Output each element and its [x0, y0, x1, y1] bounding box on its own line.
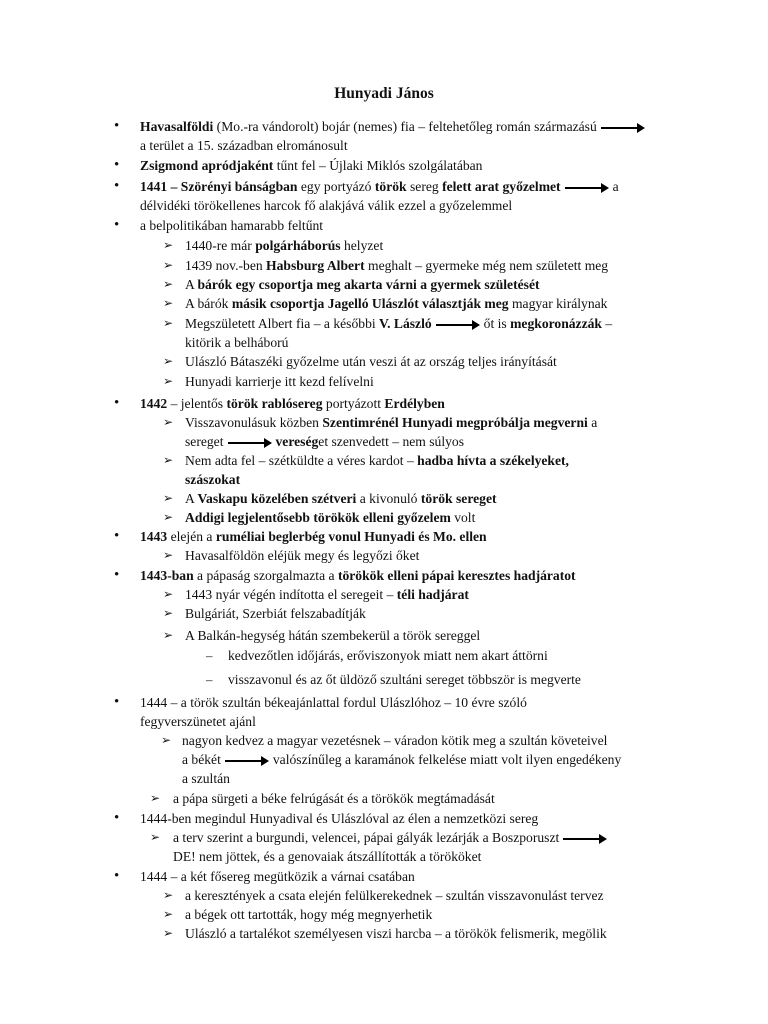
text-line: délvidéki törökellenes harcok fő alakjává válik ezzel a győzelemmel	[140, 198, 513, 213]
text-line: Nem adta fel – szétküldte a véres kardot – hadba hívta a székelyeket,	[185, 453, 569, 468]
arrowhead-marker: ➢	[163, 907, 174, 921]
text-line: fegyverszünetet ajánl	[140, 714, 256, 729]
text-line: 1443 nyár végén indította el seregeit – téli hadjárat	[185, 587, 469, 602]
bullet-marker: •	[114, 694, 120, 710]
page-title: Hunyadi János	[334, 85, 434, 102]
arrowhead-marker: ➢	[163, 510, 174, 524]
bullet-marker: •	[114, 157, 120, 173]
text-line: Havasalföldön eléjük megy és legyőzi őket	[185, 548, 420, 563]
text-line: visszavonul és az őt üldöző szultáni sereget többször is megverte	[228, 672, 581, 687]
text-line: szászokat	[185, 472, 241, 487]
text-line: 1443 elején a ruméliai beglerbég vonul Hunyadi és Mo. ellen	[140, 529, 487, 544]
text-line: Bulgáriát, Szerbiát felszabadítják	[185, 606, 366, 621]
text-line: DE! nem jöttek, és a genovaiak átszállították a törököket	[173, 849, 482, 864]
text-line: Ulászló Bátaszéki győzelme után veszi át az ország teljes irányítását	[185, 354, 557, 369]
text-line: kitörik a belháború	[185, 335, 289, 350]
text-line: 1444-ben megindul Hunyadival és Ulászlóval az élen a nemzetközi sereg	[140, 811, 539, 826]
text-line: 1443-ban a pápaság szorgalmazta a törökök elleni pápai keresztes hadjáratot	[140, 568, 576, 583]
text-line: nagyon kedvez a magyar vezetésnek – váradon kötik meg a szultán követeivel	[182, 733, 608, 748]
arrow-icon	[228, 438, 272, 448]
text-line: a bégek ott tartották, hogy még megnyerhetik	[185, 907, 433, 922]
bullet-marker: •	[114, 810, 120, 826]
text-line: Zsigmond apródjaként tűnt fel – Újlaki Miklós szolgálatában	[140, 158, 483, 173]
bullet-marker: •	[114, 217, 120, 233]
text-line: A bárók másik csoportja Jagelló Ulászlót választják meg magyar királynak	[185, 296, 608, 311]
text-line: a terv szerint a burgundi, velencei, pápai gályák lezárják a Boszporuszt	[173, 828, 611, 847]
arrowhead-marker: ➢	[163, 491, 174, 505]
arrowhead-marker: ➢	[163, 316, 174, 330]
text-line: a szultán	[182, 771, 230, 786]
text-line: A bárók egy csoportja meg akarta várni a gyermek születését	[185, 277, 540, 292]
arrowhead-marker: ➢	[163, 415, 174, 429]
bullet-marker: •	[114, 567, 120, 583]
arrowhead-marker: ➢	[163, 296, 174, 310]
text-line: 1441 – Szörényi bánságban egy portyázó török sereg felett arat győzelmet a	[140, 179, 619, 194]
text-line: a belpolitikában hamarabb feltűnt	[140, 218, 324, 233]
text-line: A Vaskapu közelében szétveri a kivonuló török sereget	[185, 491, 497, 506]
dash-marker: –	[206, 672, 213, 687]
arrowhead-marker: ➢	[163, 238, 174, 252]
bullet-marker: •	[114, 528, 120, 544]
text-line: a terület a 15. században elrománosult	[140, 138, 348, 153]
text-line: Havasalföldi (Mo.-ra vándorolt) bojár (nemes) fia – feltehetőleg román származású	[140, 117, 649, 136]
text-line: Addigi legjelentősebb törökök elleni győzelem volt	[185, 510, 476, 525]
text-line: 1444 – a két fősereg megütközik a várnai csatában	[140, 869, 415, 884]
text-line: 1444 – a török szultán békeajánlattal fordul Ulászlóhoz – 10 évre szóló	[140, 695, 527, 710]
arrow-icon	[225, 756, 269, 766]
arrowhead-marker: ➢	[163, 374, 174, 388]
text-line: 1440-re már polgárháborús helyzet	[185, 238, 384, 253]
text-line: A Balkán-hegység hátán szembekerül a török sereggel	[185, 628, 481, 643]
text-line: a pápa sürgeti a béke felrúgását és a törökök megtámadását	[173, 791, 495, 806]
arrowhead-marker: ➢	[163, 548, 174, 562]
arrow-icon	[565, 183, 609, 193]
text-line: a békét valószínűleg a karamánok felkelése miatt volt ilyen engedékeny	[182, 752, 622, 767]
bullet-marker: •	[114, 178, 120, 194]
arrowhead-marker: ➢	[150, 791, 161, 805]
arrowhead-marker: ➢	[163, 606, 174, 620]
text-line: 1442 – jelentős török rablósereg portyázott Erdélyben	[140, 396, 445, 411]
text-line: kedvezőtlen időjárás, erőviszonyok miatt nem akart áttörni	[228, 648, 548, 663]
arrowhead-marker: ➢	[163, 453, 174, 467]
arrowhead-marker: ➢	[150, 830, 161, 844]
arrowhead-marker: ➢	[163, 888, 174, 902]
arrowhead-marker: ➢	[163, 628, 174, 642]
arrowhead-marker: ➢	[163, 926, 174, 940]
text-line: Hunyadi karrierje itt kezd felívelni	[185, 374, 374, 389]
text-line: Megszületett Albert fia – a későbbi V. László őt is megkoronázzák –	[185, 316, 613, 331]
text-line: Visszavonulásuk közben Szentimrénél Hunyadi megpróbálja megverni a	[185, 415, 598, 430]
text-line: 1439 nov.-ben Habsburg Albert meghalt – gyermeke még nem született meg	[185, 258, 609, 273]
arrow-icon	[436, 320, 480, 330]
arrow-icon	[563, 834, 607, 844]
text-line: sereget vereséget szenvedett – nem súlyos	[185, 434, 465, 449]
text-line: a keresztények a csata elején felülkerekednek – szultán visszavonulást tervez	[185, 888, 604, 903]
arrowhead-marker: ➢	[163, 587, 174, 601]
bullet-marker: •	[114, 868, 120, 884]
bullet-marker: •	[114, 395, 120, 411]
dash-marker: –	[206, 648, 213, 663]
arrowhead-marker: ➢	[163, 277, 174, 291]
bullet-marker: •	[114, 118, 120, 134]
arrowhead-marker: ➢	[163, 258, 174, 272]
text-line: Ulászló a tartalékot személyesen viszi harcba – a törökök felismerik, megölik	[185, 926, 607, 941]
arrowhead-marker: ➢	[161, 733, 172, 747]
arrow-icon	[601, 123, 645, 133]
arrowhead-marker: ➢	[163, 354, 174, 368]
